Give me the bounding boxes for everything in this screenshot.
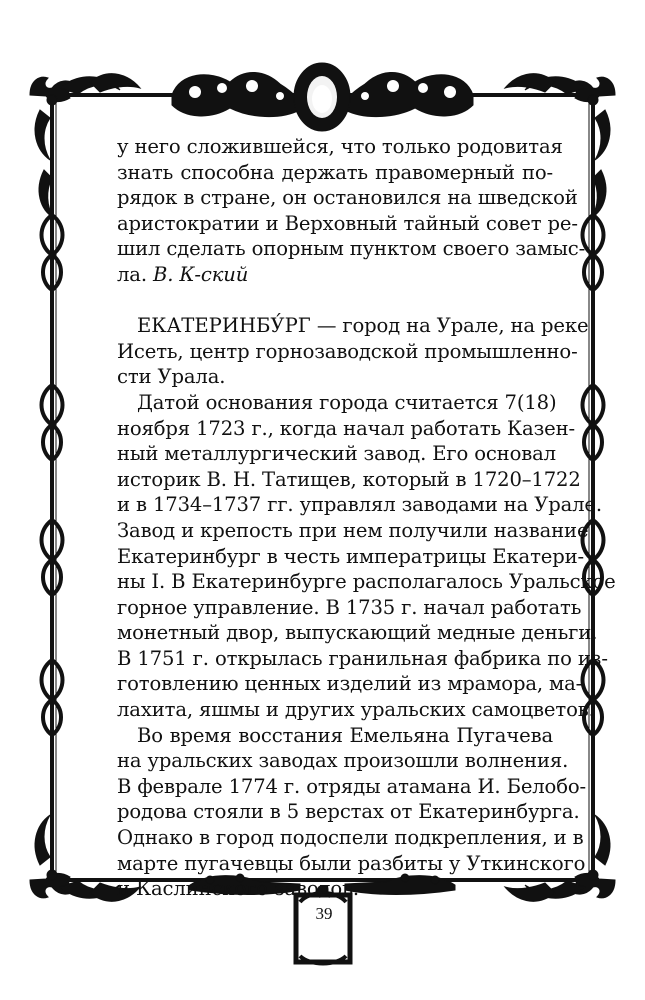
text-line: ны I. В Екатеринбурге располагалось Уральское <box>117 570 616 594</box>
text-line: аристократии и Верховный тайный совет ре- <box>117 211 578 235</box>
text-line: ный металлургический завод. Его основал <box>117 442 556 466</box>
text-line: лахита, яшмы и других уральских самоцветов. <box>117 698 595 722</box>
text-line: знать способна держать правомерный по- <box>117 160 553 184</box>
text-line-signature <box>117 262 553 288</box>
text-line: горное управление. В 1735 г. начал работать <box>117 595 582 619</box>
text-line: сти Урала. <box>117 365 226 389</box>
top-medallion-ornament <box>172 63 473 131</box>
text-line: историк В. Н. Татищев, который в 1720–1722 <box>117 467 581 491</box>
text-line: и в 1734–1737 гг. управлял заводами на Урале. <box>117 493 602 517</box>
text-line: ноября 1723 г., когда начал работать Казен- <box>117 416 575 440</box>
paragraph-gap <box>117 288 553 314</box>
text-line: Датой основания города считается 7(18) <box>137 390 557 414</box>
text-line: Завод и крепость при нем получили название <box>117 518 589 542</box>
text-line: Екатеринбург в честь императрицы Екатери- <box>117 544 584 568</box>
text-line: готовлению ценных изделий из мрамора, ма- <box>117 672 583 696</box>
entry-first-line <box>117 313 589 339</box>
text-line: В 1751 г. открылась гранильная фабрика по из- <box>117 646 608 670</box>
text-line: В феврале 1774 г. отряды атамана И. Белобо- <box>117 774 586 798</box>
page-number: 39 <box>315 904 333 923</box>
text-line: марте пугачевцы были разбиты у Уткинского <box>117 851 586 875</box>
text-line: Однако в город подоспели подкрепления, и в <box>117 826 584 850</box>
text-line: у него сложившейся, что только родовитая <box>117 135 563 158</box>
page-body-text <box>117 134 616 902</box>
text-line: родова стояли в 5 верстах от Екатеринбурга. <box>117 800 580 824</box>
text-line: на уральских заводах произошли волнения. <box>117 749 569 773</box>
entry-headword: ЕКАТЕРИНБУ́РГ <box>137 314 311 338</box>
text-fragment: ла. <box>117 262 147 286</box>
text-fragment: — город на Урале, на реке <box>310 314 589 338</box>
text-line: шил сделать опорным пунктом своего замыс- <box>117 237 586 261</box>
text-line: и Каслинского заводов. <box>117 877 359 901</box>
text-line: Исеть, центр горнозаводской промышленно- <box>117 339 578 363</box>
author-signature: В. К-ский <box>153 262 249 286</box>
text-line: Во время восстания Емельяна Пугачева <box>137 723 553 747</box>
text-line: рядок в стране, он остановился на шведской <box>117 186 578 210</box>
text-line: монетный двор, выпускающий медные деньги. <box>117 621 598 645</box>
